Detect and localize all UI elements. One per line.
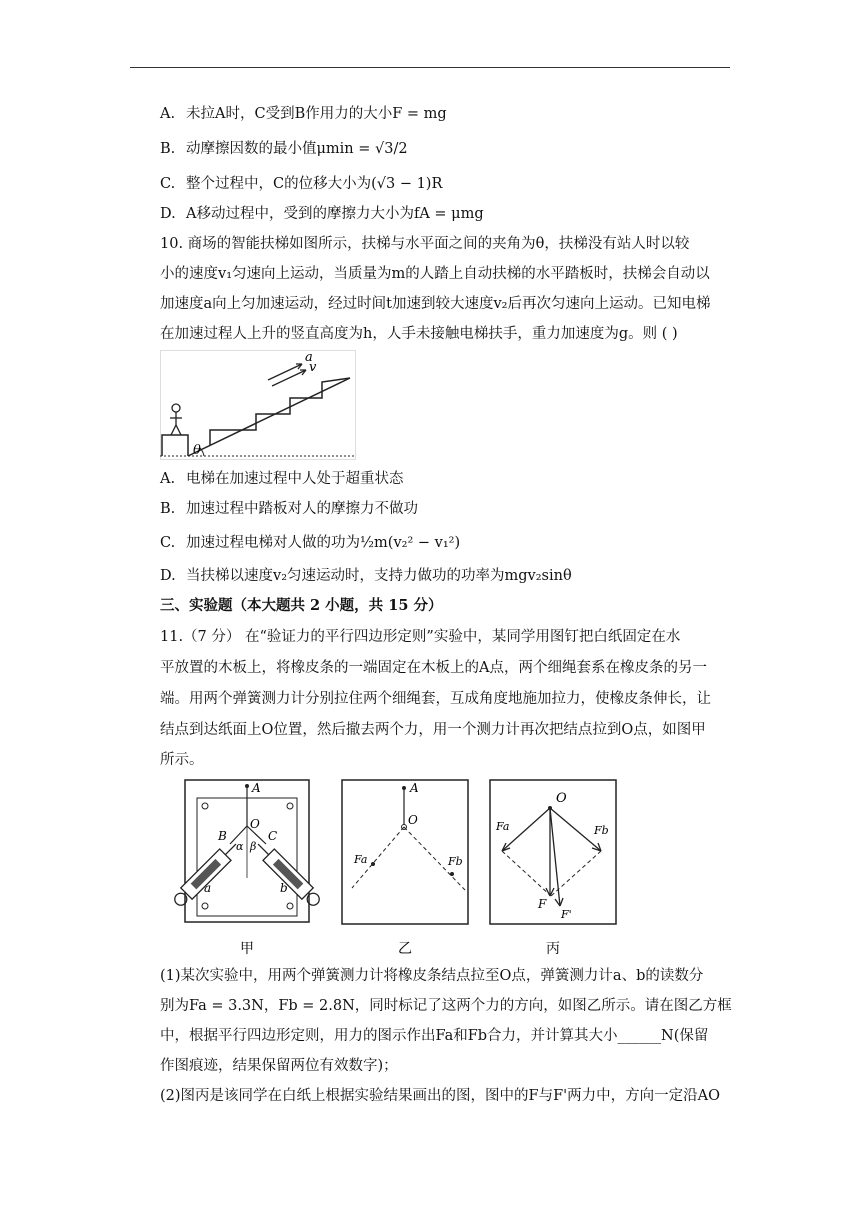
q11-line-4: 结点到达纸面上O位置，然后撤去两个力，用一个测力计再次把结点拉到O点，如图甲 [160,722,706,738]
q11-sub-line-4: 作图痕迹，结果保留两位有效数字)； [160,1058,398,1074]
bing-caption: 丙 [546,941,560,957]
yi-label-a: A [410,781,419,795]
bing-label-o: O [556,791,567,806]
q11-line-5: 所示。 [160,752,204,768]
jia-label-a: A [252,781,261,795]
accel-label: a [305,350,313,365]
q10-line-4: 在加速过程人上升的竖直高度为h，人手未接触电梯扶手，重力加速度为g。则 ( ) [160,326,678,342]
figure-bing [488,778,620,958]
figure-jia [160,778,330,958]
q10-line-3: 加速度a向上匀加速运动，经过时间t加速到较大速度v₂后再次匀速向上运动。已知电梯 [160,296,711,312]
yi-label-o: O [408,813,418,827]
q11-line-3: 端。用两个弹簧测力计分别拉住两个细绳套，互成角度地施加拉力，使橡皮条伸长，让 [160,691,711,707]
yi-label-fa: Fa [354,853,368,866]
jia-label-b: B [218,829,227,843]
header-rule [130,67,730,68]
jia-label-beta: β [250,840,257,853]
q9-option-a: A. 未拉A时，C受到B作用力的大小F = mg [160,106,447,122]
bing-label-fb: Fb [594,824,609,837]
q9-option-c: C. 整个过程中，C的位移大小为(√3 − 1)R [160,176,443,192]
yi-label-fb: Fb [448,855,463,868]
jia-label-c: C [268,829,278,843]
jia-label-alpha: α [236,840,244,853]
q11-sub-line-2: 别为Fa = 3.3N，Fb = 2.8N，同时标记了这两个力的方向，如图乙所示。请在图乙方框 [160,998,732,1014]
yi-caption: 乙 [398,941,412,957]
escalator-figure [160,350,356,460]
q10-option-d: D. 当扶梯以速度v₂匀速运动时，支持力做功的功率为mgv₂sinθ [160,568,572,584]
velocity-label: v [309,360,317,375]
section-3-title: 三、实验题（本大题共 2 小题，共 15 分） [160,597,443,614]
bing-label-f-prime: F' [561,908,572,921]
q10-option-a: A. 电梯在加速过程中人处于超重状态 [160,471,404,487]
q10-option-b: B. 加速过程中踏板对人的摩擦力不做功 [160,501,418,517]
q11-sub-line-5: (2)图丙是该同学在白纸上根据实验结果画出的图，图中的F与F'两力中，方向一定沿AO [160,1088,721,1104]
jia-caption: 甲 [240,941,254,957]
q10-line-1: 10. 商场的智能扶梯如图所示，扶梯与水平面之间的夹角为θ，扶梯没有站人时以较 [160,236,690,252]
q11-sub-line-1: (1)某次实验中，用两个弹簧测力计将橡皮条结点拉至O点，弹簧测力计a、b的读数分 [160,968,704,984]
theta-label: θ [193,443,201,458]
jia-label-o: O [250,817,260,831]
q9-option-d: D. A移动过程中，受到的摩擦力大小为fA = μmg [160,206,484,222]
figure-yi [340,778,472,958]
q10-option-c: C. 加速过程电梯对人做的功为½m(v₂² − v₁²) [160,535,461,551]
q10-line-2: 小的速度v₁匀速向上运动，当质量为m的人踏上自动扶梯的水平踏板时，扶梯会自动以 [160,266,710,282]
bing-label-fa: Fa [496,820,510,833]
q9-option-b: B. 动摩擦因数的最小值μmin = √3/2 [160,141,408,157]
q11-sub-line-3: 中，根据平行四边形定则，用力的图示作出Fa和Fb合力，并计算其大小______N(保留 [160,1028,709,1044]
jia-label-b-scale: b [280,881,288,895]
jia-label-a-scale: a [204,881,212,895]
bing-label-f: F [538,897,547,911]
q11-line-1: 11.（7 分） 在“验证力的平行四边形定则”实验中，某同学用图钉把白纸固定在水 [160,629,681,645]
q11-line-2: 平放置的木板上，将橡皮条的一端固定在木板上的A点，两个细绳套系在橡皮条的另一 [160,660,707,676]
